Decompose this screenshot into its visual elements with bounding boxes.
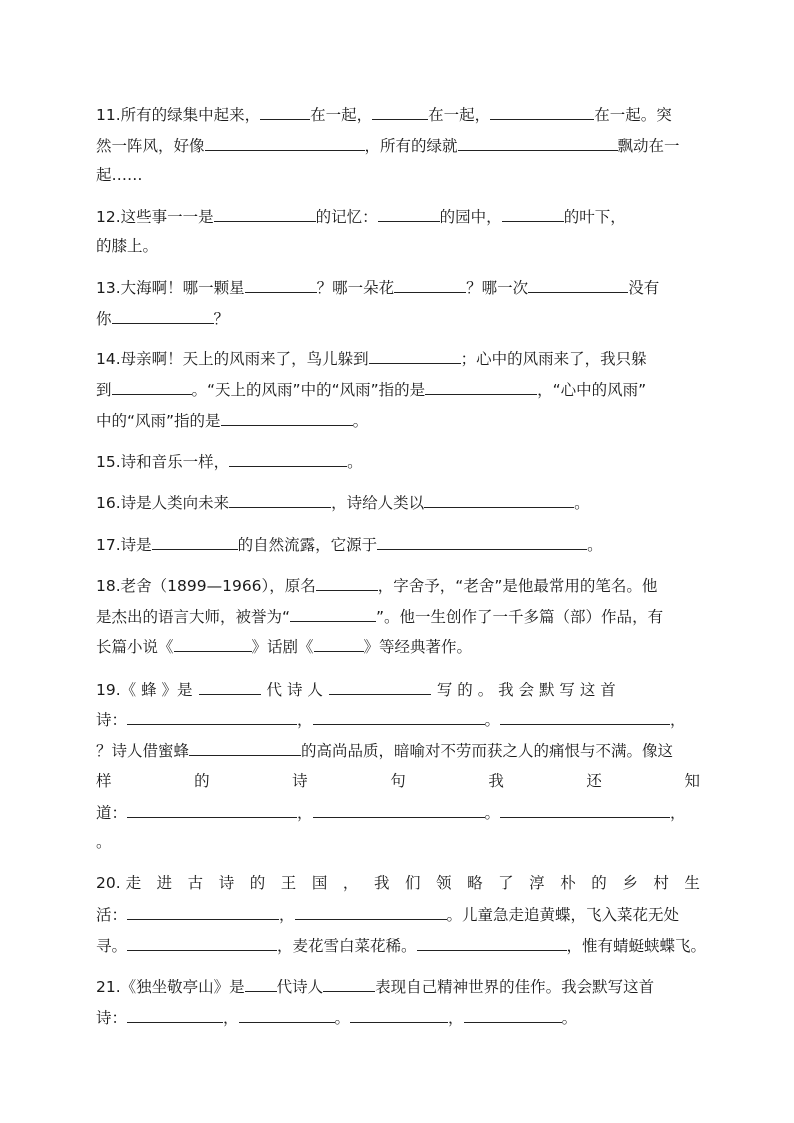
q14-text: 中的“风雨”指的是 bbox=[96, 412, 221, 430]
q19-char: 的 bbox=[194, 772, 210, 790]
q19-blank-9[interactable] bbox=[500, 802, 670, 818]
q13-text: 你 bbox=[96, 310, 112, 328]
q21-text: 代诗人 bbox=[276, 978, 324, 996]
q17-text: 的自然流露，它源于 bbox=[237, 536, 378, 554]
q11-text: 在一起， bbox=[310, 106, 373, 124]
q11-line-1 bbox=[96, 104, 700, 125]
q11-text: 飘动在一 bbox=[617, 137, 680, 155]
q19-line-5 bbox=[96, 802, 700, 823]
q20-char: 我 bbox=[373, 874, 390, 892]
q11-text: 在一起， bbox=[428, 106, 491, 124]
q20-char: 领 bbox=[436, 874, 452, 892]
q12-text: 12.这些事一一是 bbox=[96, 208, 214, 226]
q19-text: 诗： bbox=[96, 711, 128, 729]
q19-char: 还 bbox=[586, 772, 602, 790]
q20-line-2 bbox=[96, 904, 700, 925]
q20-text: 。儿童急走追黄蝶，飞入菜花无处 bbox=[446, 906, 680, 924]
q20-blank-3[interactable] bbox=[127, 935, 277, 951]
q19-line-2 bbox=[96, 709, 700, 730]
q13-text: 没有 bbox=[628, 279, 660, 297]
q14-text: 14.母亲啊！天上的风雨来了，鸟儿躲到 bbox=[96, 350, 369, 368]
q21-blank-3[interactable] bbox=[127, 1007, 223, 1023]
q14-text: 。 bbox=[352, 412, 369, 430]
q18-blank-3[interactable] bbox=[174, 636, 252, 652]
q14-text: ；心中的风雨来了，我只躲 bbox=[460, 350, 647, 368]
q20-blank-2[interactable] bbox=[295, 904, 447, 920]
q15-text: 。 bbox=[347, 453, 363, 471]
q19-blank-5[interactable] bbox=[500, 709, 670, 725]
q14-text: 。“天上的风雨”中的“风雨”指的是 bbox=[191, 381, 426, 399]
q12-text: 的园中， bbox=[439, 208, 502, 226]
q17-line bbox=[96, 534, 700, 555]
q13-text: ？哪一朵花 bbox=[316, 279, 395, 297]
q13-line-2 bbox=[96, 308, 700, 329]
q12-blank-2[interactable] bbox=[378, 206, 440, 222]
q16-blank-2[interactable] bbox=[424, 492, 574, 508]
q19-text: 。 bbox=[484, 804, 501, 822]
q16-text: 。 bbox=[574, 494, 590, 512]
q17-text: 。 bbox=[587, 536, 603, 554]
q11-text: 11.所有的绿集中起来， bbox=[96, 106, 261, 124]
q20-char: 20. 走 bbox=[96, 874, 142, 892]
q15-line bbox=[96, 451, 700, 472]
q18-line-2 bbox=[96, 606, 700, 627]
q21-blank-1[interactable] bbox=[245, 976, 277, 992]
q16-line bbox=[96, 492, 700, 513]
q13-blank-1[interactable] bbox=[245, 277, 317, 293]
q18-line-3 bbox=[96, 636, 700, 657]
q19-text: 代 诗 人 bbox=[266, 681, 323, 699]
q14-text: ，“心中的风雨” bbox=[537, 381, 647, 399]
q19-blank-8[interactable] bbox=[313, 802, 485, 818]
q19-blank-7[interactable] bbox=[127, 802, 297, 818]
q19-line-6 bbox=[96, 832, 700, 852]
q18-text: 》话剧《 bbox=[251, 638, 314, 656]
q21-text: 。 bbox=[334, 1009, 351, 1027]
q16-blank-1[interactable] bbox=[229, 492, 331, 508]
q20-char: 了 bbox=[498, 874, 514, 892]
q11-blank-4[interactable] bbox=[205, 135, 365, 151]
q14-line-3 bbox=[96, 410, 700, 431]
q12-line-1 bbox=[96, 206, 700, 227]
q19-text: ？诗人借蜜蜂 bbox=[96, 742, 190, 760]
q19-char: 句 bbox=[390, 772, 406, 790]
q18-text: ”。他一生创作了一千多篇（部）作品，有 bbox=[376, 608, 664, 626]
q20-char: 生 bbox=[684, 874, 700, 892]
q20-text: ，惟有蜻蜓蛱蝶飞。 bbox=[566, 937, 707, 955]
q11-text: 然一阵风，好像 bbox=[96, 137, 205, 155]
q21-text: 21.《独坐敬亭山》是 bbox=[96, 978, 245, 996]
q19-blank-1[interactable] bbox=[199, 679, 261, 695]
q20-char: 进 bbox=[156, 874, 173, 892]
q19-char: 诗 bbox=[292, 772, 308, 790]
q14-blank-2[interactable] bbox=[112, 379, 192, 395]
q19-text: 道： bbox=[96, 804, 128, 822]
q17-blank-2[interactable] bbox=[377, 534, 587, 550]
q11-text: 在一起。突 bbox=[594, 106, 672, 124]
q18-text: 》等经典著作。 bbox=[363, 638, 473, 656]
q19-blank-2[interactable] bbox=[329, 679, 431, 695]
q16-text: 16.诗是人类向未来 bbox=[96, 494, 230, 512]
q14-text: 到 bbox=[96, 381, 112, 399]
q19-text: ， bbox=[670, 711, 686, 729]
q21-text: ， bbox=[448, 1009, 464, 1027]
q21-blank-6[interactable] bbox=[464, 1007, 562, 1023]
q18-line-1 bbox=[96, 575, 700, 596]
q19-text: 写 的 。 我 会 默 写 这 首 bbox=[436, 681, 616, 699]
q12-line-2 bbox=[96, 236, 700, 256]
q13-blank-3[interactable] bbox=[528, 277, 628, 293]
q18-blank-2[interactable] bbox=[290, 606, 376, 622]
q20-line-1 bbox=[96, 873, 700, 893]
q18-text: 是杰出的语言大师，被誉为“ bbox=[96, 608, 291, 626]
q21-blank-2[interactable] bbox=[323, 976, 375, 992]
q19-text: 的高尚品质，暗喻对不劳而获之人的痛恨与不满。像这 bbox=[301, 742, 674, 760]
q20-char: 的 bbox=[591, 874, 607, 892]
q18-text: ，字舍予，“老舍”是他最常用的笔名。他 bbox=[377, 577, 658, 595]
q14-blank-1[interactable] bbox=[369, 348, 461, 364]
q19-text: 。 bbox=[96, 833, 112, 851]
q14-blank-3[interactable] bbox=[425, 379, 537, 395]
q21-line-2 bbox=[96, 1007, 700, 1028]
q20-text: 寻。 bbox=[96, 937, 128, 955]
q21-text: 表现自己精神世界的佳作。我会默写这首 bbox=[375, 978, 655, 996]
q19-text: 19.《 蜂 》是 bbox=[96, 681, 193, 699]
q20-char: 国 bbox=[311, 874, 328, 892]
q15-text: 15.诗和音乐一样， bbox=[96, 453, 230, 471]
q13-text: ？哪一次 bbox=[466, 279, 529, 297]
q21-text: 。 bbox=[561, 1009, 578, 1027]
q21-blank-5[interactable] bbox=[350, 1007, 448, 1023]
q19-text: ， bbox=[670, 804, 686, 822]
q20-char: 诗 bbox=[218, 874, 235, 892]
q12-text: 的膝上。 bbox=[96, 237, 159, 255]
q18-text: 长篇小说《 bbox=[96, 638, 174, 656]
q20-char: 略 bbox=[467, 874, 483, 892]
q17-blank-1[interactable] bbox=[152, 534, 238, 550]
q20-blank-4[interactable] bbox=[417, 935, 567, 951]
q16-text: ，诗给人类以 bbox=[331, 494, 425, 512]
q12-text: 的记忆： bbox=[315, 208, 378, 226]
q20-blank-1[interactable] bbox=[127, 904, 279, 920]
q11-line-2 bbox=[96, 135, 700, 156]
q20-text: ， bbox=[279, 906, 295, 924]
q13-blank-4[interactable] bbox=[112, 308, 214, 324]
q21-text: ， bbox=[223, 1009, 239, 1027]
q17-text: 17.诗是 bbox=[96, 536, 152, 554]
q20-text: 活： bbox=[96, 906, 128, 924]
q20-char: ， bbox=[342, 874, 359, 892]
q20-text: ，麦花雪白菜花稀。 bbox=[277, 937, 417, 955]
q20-char: 淳 bbox=[529, 874, 545, 892]
q19-char: 我 bbox=[488, 772, 504, 790]
q19-text: 。 bbox=[484, 711, 501, 729]
q20-char: 村 bbox=[653, 874, 669, 892]
q18-blank-1[interactable] bbox=[316, 575, 378, 591]
q20-char: 王 bbox=[280, 874, 297, 892]
q11-blank-2[interactable] bbox=[372, 104, 428, 120]
q21-line-1 bbox=[96, 976, 700, 997]
q12-blank-3[interactable] bbox=[502, 206, 564, 222]
q11-text: 起…… bbox=[96, 166, 143, 184]
q14-blank-4[interactable] bbox=[221, 410, 353, 426]
q20-char: 乡 bbox=[622, 874, 638, 892]
q13-text: 13.大海啊！哪一颗星 bbox=[96, 279, 245, 297]
q20-char: 们 bbox=[404, 874, 421, 892]
q19-char: 知 bbox=[684, 772, 700, 790]
q19-blank-3[interactable] bbox=[127, 709, 297, 725]
q12-blank-1[interactable] bbox=[214, 206, 316, 222]
q20-char: 的 bbox=[249, 874, 266, 892]
q19-line-1 bbox=[96, 679, 700, 700]
q15-blank-1[interactable] bbox=[229, 451, 347, 467]
q13-text: ？ bbox=[213, 310, 230, 328]
q20-char: 朴 bbox=[560, 874, 576, 892]
q20-line-3 bbox=[96, 935, 707, 956]
q13-blank-2[interactable] bbox=[394, 277, 466, 293]
q18-blank-4[interactable] bbox=[314, 636, 364, 652]
q19-line-3 bbox=[96, 740, 700, 761]
q11-blank-5[interactable] bbox=[458, 135, 618, 151]
q18-text: 18.老舍（1899—1966），原名 bbox=[96, 577, 316, 595]
q13-line-1 bbox=[96, 277, 700, 298]
q11-line-3 bbox=[96, 165, 700, 185]
q11-blank-3[interactable] bbox=[490, 104, 594, 120]
q19-text: ， bbox=[297, 711, 313, 729]
q19-line-4 bbox=[96, 771, 700, 791]
q21-blank-4[interactable] bbox=[239, 1007, 335, 1023]
q12-text: 的叶下， bbox=[563, 208, 626, 226]
q11-blank-1[interactable] bbox=[260, 104, 310, 120]
q14-line-2 bbox=[96, 379, 700, 400]
q19-blank-6[interactable] bbox=[189, 740, 301, 756]
q21-text: 诗： bbox=[96, 1009, 128, 1027]
q19-char: 样 bbox=[96, 772, 112, 790]
q11-text: ，所有的绿就 bbox=[364, 137, 458, 155]
q20-char: 古 bbox=[187, 874, 204, 892]
q14-line-1 bbox=[96, 348, 700, 369]
q19-text: ， bbox=[297, 804, 313, 822]
q19-blank-4[interactable] bbox=[313, 709, 485, 725]
